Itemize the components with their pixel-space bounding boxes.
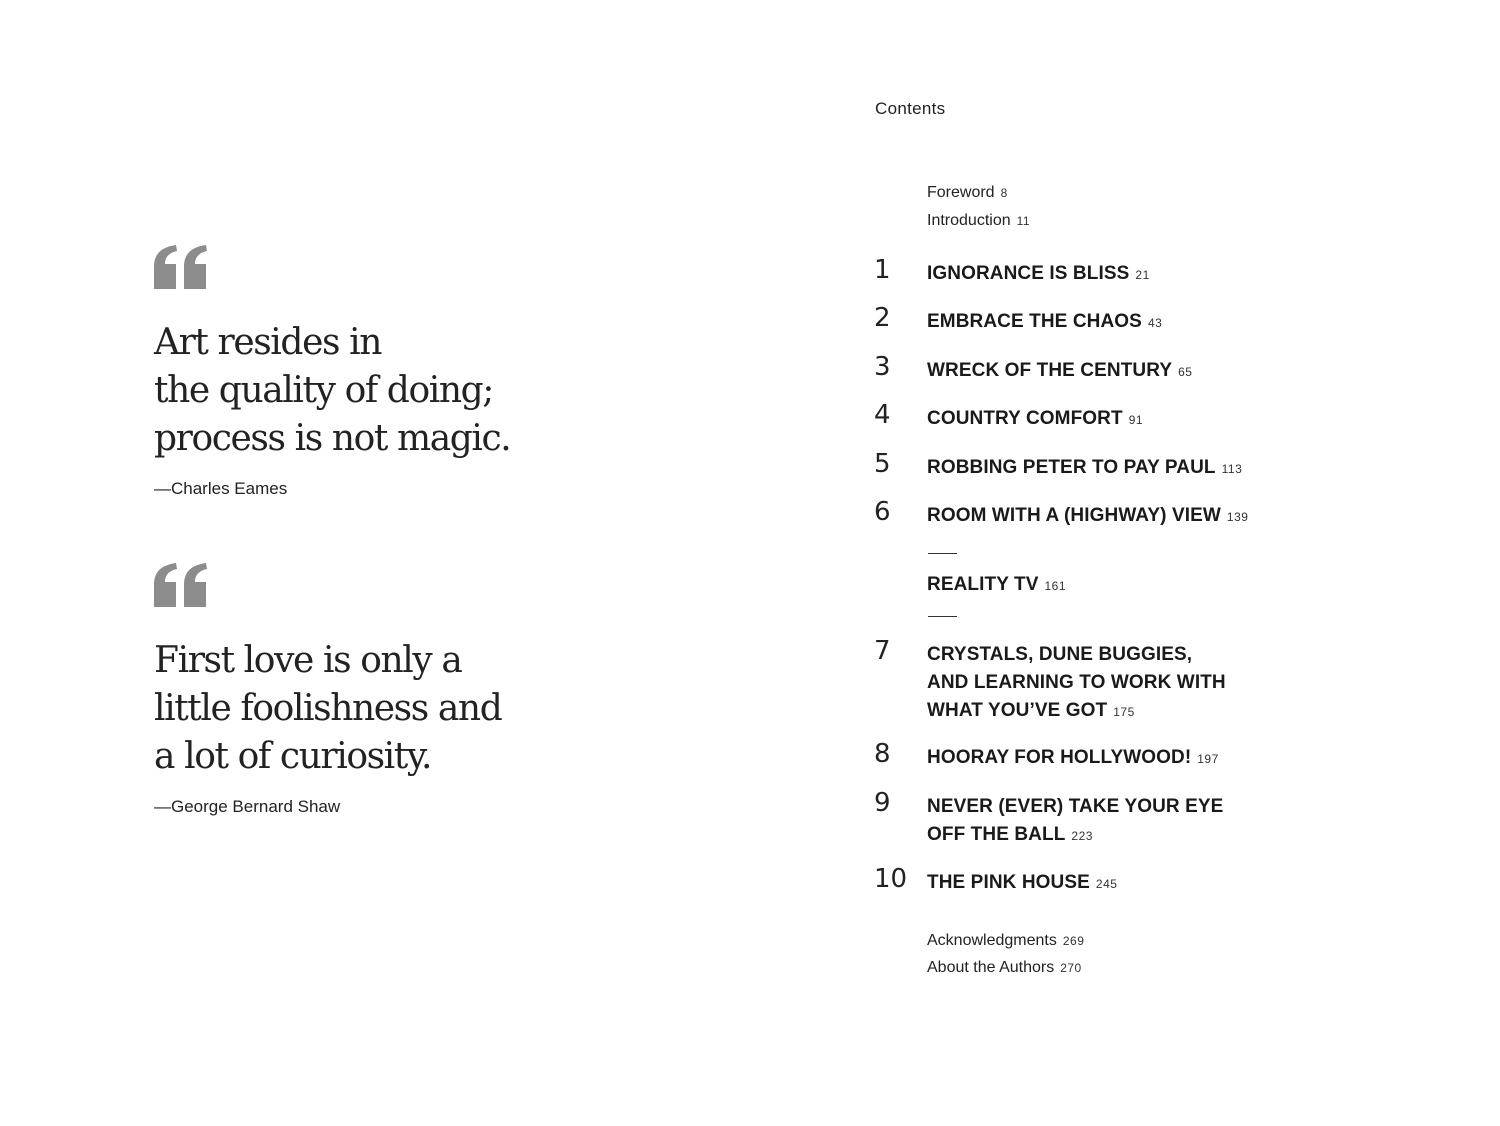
quotation-mark-icon: [154, 563, 208, 607]
quote-text: First love is only a little foolishness and a lot of curiosity.: [154, 640, 502, 777]
toc-entry-foreword[interactable]: [927, 183, 1008, 203]
quote-attribution: —Charles Eames: [154, 479, 288, 498]
quote-block: [154, 245, 754, 499]
contents-heading: Contents: [875, 99, 946, 118]
toc-page-number: 270: [1060, 961, 1082, 975]
chapter-number: 6: [874, 497, 891, 527]
toc-page-number: 223: [1071, 829, 1093, 843]
toc-entry-introduction[interactable]: [927, 211, 1030, 231]
chapter-number: 4: [874, 400, 891, 430]
toc-page-number: 161: [1044, 579, 1067, 593]
toc-page-number: 65: [1178, 365, 1193, 379]
toc-page-number: 91: [1128, 413, 1144, 427]
chapter-number: 2: [874, 303, 891, 333]
toc-page-number: 245: [1095, 877, 1118, 891]
divider-rule: [928, 553, 957, 554]
chapter-title: HOORAY FOR HOLLYWOOD!: [927, 747, 1192, 768]
toc-page-number: 139: [1226, 510, 1249, 524]
quote-attribution: —George Bernard Shaw: [154, 797, 341, 816]
chapter-number: 5: [874, 449, 891, 479]
toc-page-number: 11: [1016, 214, 1031, 228]
chapter-title: ROBBING PETER TO PAY PAUL: [927, 457, 1216, 478]
toc-page-number: 113: [1221, 462, 1243, 476]
toc-entry-acknowledgments[interactable]: [927, 931, 1084, 951]
chapter-number: 7: [874, 636, 891, 666]
chapter-title: REALITY TV: [927, 574, 1039, 595]
toc-page-number: 8: [1000, 186, 1008, 200]
chapter-number: 10: [874, 864, 908, 894]
chapter-title: NEVER (EVER) TAKE YOUR EYE OFF THE BALL: [927, 796, 1224, 845]
chapter-number: 3: [874, 352, 891, 382]
quotation-mark-icon: [154, 245, 208, 289]
toc-page-number: 43: [1147, 316, 1163, 330]
chapter-title: CRYSTALS, DUNE BUGGIES, AND LEARNING TO WORK WITH WHAT YOU’VE GOT: [927, 644, 1226, 721]
quote-text: Art resides in the quality of doing; process is not magic.: [154, 322, 511, 459]
toc-page-number: 21: [1135, 268, 1150, 282]
toc-entry-title: Acknowledgments: [927, 932, 1057, 949]
chapter-title: COUNTRY COMFORT: [927, 408, 1123, 429]
chapter-title: WRECK OF THE CENTURY: [927, 360, 1173, 381]
toc-entry-title: Introduction: [927, 212, 1011, 229]
toc-page-number: 175: [1113, 705, 1135, 719]
toc-entry-title: Foreword: [927, 184, 995, 201]
chapter-number: 9: [874, 788, 891, 818]
quote-block: [154, 563, 754, 817]
chapter-title: THE PINK HOUSE: [927, 872, 1090, 893]
toc-page-number: 197: [1197, 752, 1219, 766]
chapter-title: IGNORANCE IS BLISS: [927, 263, 1130, 284]
divider-rule: [928, 616, 957, 617]
toc-page-number: 269: [1062, 934, 1085, 948]
toc-entry-title: About the Authors: [927, 959, 1055, 976]
chapter-number: 8: [874, 739, 891, 769]
toc-entry-about-authors[interactable]: [927, 958, 1082, 978]
chapter-title: ROOM WITH A (HIGHWAY) VIEW: [927, 505, 1221, 526]
chapter-number: 1: [874, 255, 891, 285]
chapter-title: EMBRACE THE CHAOS: [927, 311, 1142, 332]
